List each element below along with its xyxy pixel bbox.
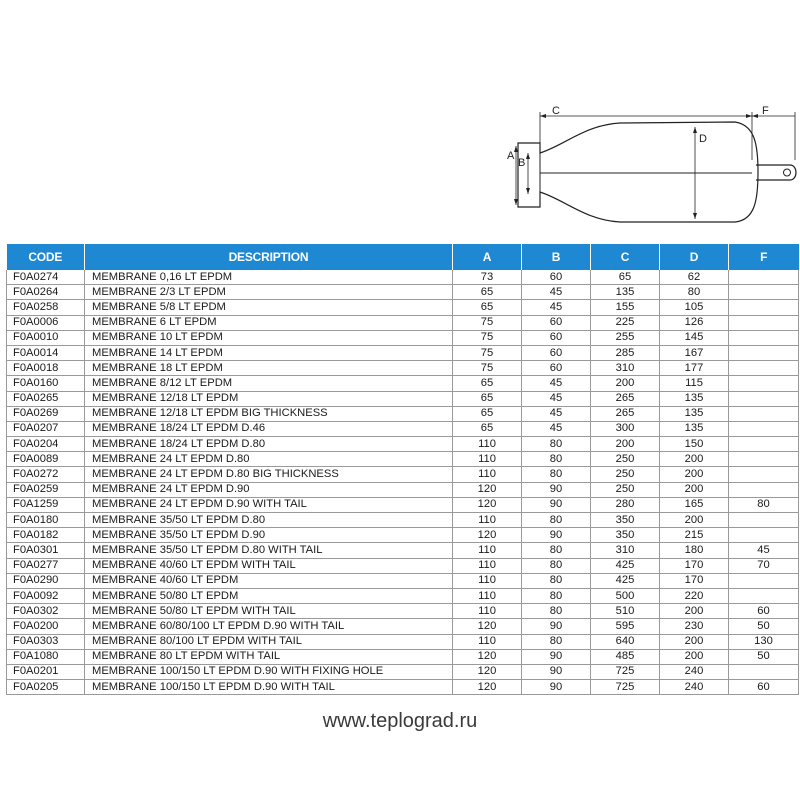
cell-f: 45 [729, 543, 799, 558]
cell-c: 155 [591, 300, 660, 315]
cell-a: 65 [453, 300, 522, 315]
cell-a: 65 [453, 285, 522, 300]
table-row [7, 619, 799, 634]
cell-d: 115 [660, 376, 729, 391]
cell-description: MEMBRANE 10 LT EPDM [85, 330, 453, 345]
cell-b: 90 [522, 649, 591, 664]
table-body [7, 270, 799, 695]
cell-b: 45 [522, 421, 591, 436]
cell-d: 200 [660, 482, 729, 497]
cell-b: 80 [522, 543, 591, 558]
cell-a: 110 [453, 573, 522, 588]
cell-f: 50 [729, 649, 799, 664]
cell-c: 510 [591, 604, 660, 619]
cell-d: 177 [660, 361, 729, 376]
cell-c: 350 [591, 513, 660, 528]
cell-c: 135 [591, 285, 660, 300]
header-description: DESCRIPTION [85, 244, 453, 270]
table-row [7, 406, 799, 421]
cell-description: MEMBRANE 35/50 LT EPDM D.90 [85, 528, 453, 543]
cell-code: F0A0205 [7, 680, 85, 695]
cell-c: 640 [591, 634, 660, 649]
cell-code: F0A0010 [7, 330, 85, 345]
cell-b: 80 [522, 573, 591, 588]
cell-c: 250 [591, 467, 660, 482]
cell-a: 75 [453, 345, 522, 360]
cell-c: 425 [591, 573, 660, 588]
cell-b: 60 [522, 361, 591, 376]
table-row [7, 285, 799, 300]
membrane-spec-table [6, 244, 799, 695]
cell-a: 110 [453, 588, 522, 603]
cell-a: 110 [453, 543, 522, 558]
cell-c: 350 [591, 528, 660, 543]
cell-b: 60 [522, 315, 591, 330]
cell-d: 145 [660, 330, 729, 345]
header-b: B [522, 244, 591, 270]
cell-c: 310 [591, 543, 660, 558]
table-row [7, 649, 799, 664]
cell-c: 725 [591, 664, 660, 679]
cell-d: 200 [660, 649, 729, 664]
table-header-row [7, 244, 799, 270]
table-row [7, 437, 799, 452]
table-row [7, 604, 799, 619]
cell-b: 90 [522, 619, 591, 634]
cell-d: 126 [660, 315, 729, 330]
cell-a: 110 [453, 513, 522, 528]
cell-code: F0A0006 [7, 315, 85, 330]
dim-label-c: C [552, 105, 560, 117]
cell-a: 120 [453, 528, 522, 543]
cell-code: F0A0303 [7, 634, 85, 649]
cell-f: 130 [729, 634, 799, 649]
cell-description: MEMBRANE 6 LT EPDM [85, 315, 453, 330]
cell-description: MEMBRANE 50/80 LT EPDM WITH TAIL [85, 604, 453, 619]
cell-description: MEMBRANE 60/80/100 LT EPDM D.90 WITH TAIL [85, 619, 453, 634]
header-d: D [660, 244, 729, 270]
cell-a: 120 [453, 619, 522, 634]
table-row [7, 588, 799, 603]
cell-b: 80 [522, 513, 591, 528]
cell-a: 65 [453, 391, 522, 406]
cell-code: F0A1080 [7, 649, 85, 664]
cell-f [729, 345, 799, 360]
table-row [7, 513, 799, 528]
cell-b: 90 [522, 497, 591, 512]
cell-b: 80 [522, 437, 591, 452]
cell-a: 110 [453, 558, 522, 573]
cell-description: MEMBRANE 50/80 LT EPDM [85, 588, 453, 603]
table-row [7, 270, 799, 285]
cell-description: MEMBRANE 18 LT EPDM [85, 361, 453, 376]
cell-description: MEMBRANE 8/12 LT EPDM [85, 376, 453, 391]
cell-f [729, 452, 799, 467]
cell-b: 80 [522, 452, 591, 467]
header-a: A [453, 244, 522, 270]
table-row [7, 421, 799, 436]
table-row [7, 376, 799, 391]
cell-c: 280 [591, 497, 660, 512]
cell-code: F0A0200 [7, 619, 85, 634]
cell-code: F0A0018 [7, 361, 85, 376]
cell-code: F0A0272 [7, 467, 85, 482]
cell-description: MEMBRANE 24 LT EPDM D.90 WITH TAIL [85, 497, 453, 512]
cell-b: 60 [522, 270, 591, 285]
cell-b: 45 [522, 406, 591, 421]
header-c: C [591, 244, 660, 270]
cell-c: 310 [591, 361, 660, 376]
cell-code: F0A0092 [7, 588, 85, 603]
cell-a: 120 [453, 482, 522, 497]
cell-b: 90 [522, 528, 591, 543]
cell-code: F0A0207 [7, 421, 85, 436]
cell-description: MEMBRANE 12/18 LT EPDM [85, 391, 453, 406]
dim-label-f: F [762, 105, 769, 117]
cell-f [729, 588, 799, 603]
table-row [7, 558, 799, 573]
cell-a: 75 [453, 315, 522, 330]
cell-description: MEMBRANE 24 LT EPDM D.80 BIG THICKNESS [85, 467, 453, 482]
cell-c: 265 [591, 391, 660, 406]
cell-code: F0A0204 [7, 437, 85, 452]
cell-c: 250 [591, 452, 660, 467]
cell-d: 167 [660, 345, 729, 360]
table-row [7, 528, 799, 543]
cell-d: 180 [660, 543, 729, 558]
table-row [7, 330, 799, 345]
cell-f: 60 [729, 680, 799, 695]
cell-description: MEMBRANE 35/50 LT EPDM D.80 WITH TAIL [85, 543, 453, 558]
cell-f: 80 [729, 497, 799, 512]
cell-d: 135 [660, 391, 729, 406]
cell-d: 200 [660, 452, 729, 467]
membrane-dimension-diagram [505, 100, 800, 230]
cell-a: 65 [453, 406, 522, 421]
cell-c: 200 [591, 376, 660, 391]
website-url: www.teplograd.ru [322, 710, 478, 732]
cell-c: 300 [591, 421, 660, 436]
cell-c: 285 [591, 345, 660, 360]
cell-f: 60 [729, 604, 799, 619]
membrane-drawing [505, 100, 800, 230]
cell-code: F0A0265 [7, 391, 85, 406]
cell-d: 240 [660, 664, 729, 679]
cell-d: 105 [660, 300, 729, 315]
cell-code: F0A1259 [7, 497, 85, 512]
table-row [7, 664, 799, 679]
cell-c: 225 [591, 315, 660, 330]
cell-a: 65 [453, 376, 522, 391]
cell-f [729, 330, 799, 345]
cell-c: 255 [591, 330, 660, 345]
cell-d: 200 [660, 467, 729, 482]
cell-code: F0A0089 [7, 452, 85, 467]
cell-description: MEMBRANE 12/18 LT EPDM BIG THICKNESS [85, 406, 453, 421]
cell-d: 135 [660, 421, 729, 436]
cell-b: 80 [522, 634, 591, 649]
table-row [7, 345, 799, 360]
cell-f [729, 513, 799, 528]
cell-code: F0A0259 [7, 482, 85, 497]
cell-d: 62 [660, 270, 729, 285]
cell-code: F0A0290 [7, 573, 85, 588]
cell-d: 135 [660, 406, 729, 421]
table-row [7, 497, 799, 512]
cell-c: 595 [591, 619, 660, 634]
cell-f [729, 528, 799, 543]
cell-f [729, 315, 799, 330]
cell-description: MEMBRANE 100/150 LT EPDM D.90 WITH FIXING HOLE [85, 664, 453, 679]
cell-description: MEMBRANE 0,16 LT EPDM [85, 270, 453, 285]
cell-code: F0A0277 [7, 558, 85, 573]
cell-a: 110 [453, 467, 522, 482]
cell-f [729, 482, 799, 497]
tail-hole [784, 169, 791, 176]
cell-a: 120 [453, 497, 522, 512]
cell-f [729, 391, 799, 406]
cell-d: 200 [660, 513, 729, 528]
cell-code: F0A0258 [7, 300, 85, 315]
header-code: CODE [7, 244, 85, 270]
cell-d: 150 [660, 437, 729, 452]
cell-d: 200 [660, 604, 729, 619]
cell-f [729, 376, 799, 391]
cell-b: 60 [522, 330, 591, 345]
cell-description: MEMBRANE 80/100 LT EPDM WITH TAIL [85, 634, 453, 649]
cell-f [729, 270, 799, 285]
cell-a: 110 [453, 604, 522, 619]
cell-c: 500 [591, 588, 660, 603]
cell-b: 80 [522, 467, 591, 482]
dim-label-d: D [699, 133, 707, 145]
cell-c: 425 [591, 558, 660, 573]
cell-a: 120 [453, 680, 522, 695]
cell-a: 120 [453, 664, 522, 679]
table-row [7, 315, 799, 330]
cell-a: 110 [453, 634, 522, 649]
cell-c: 65 [591, 270, 660, 285]
membrane-outline [518, 122, 758, 222]
cell-d: 200 [660, 634, 729, 649]
cell-c: 250 [591, 482, 660, 497]
table-row [7, 634, 799, 649]
cell-c: 485 [591, 649, 660, 664]
header-f: F [729, 244, 799, 270]
cell-a: 75 [453, 361, 522, 376]
cell-b: 45 [522, 300, 591, 315]
dim-label-a: A [507, 150, 515, 162]
cell-d: 215 [660, 528, 729, 543]
cell-b: 80 [522, 558, 591, 573]
table-row [7, 300, 799, 315]
cell-code: F0A0014 [7, 345, 85, 360]
cell-b: 45 [522, 391, 591, 406]
cell-a: 73 [453, 270, 522, 285]
cell-code: F0A0264 [7, 285, 85, 300]
cell-f: 70 [729, 558, 799, 573]
table-row [7, 482, 799, 497]
table-row [7, 573, 799, 588]
cell-a: 110 [453, 452, 522, 467]
cell-a: 75 [453, 330, 522, 345]
cell-code: F0A0182 [7, 528, 85, 543]
cell-code: F0A0201 [7, 664, 85, 679]
cell-f [729, 300, 799, 315]
cell-a: 110 [453, 437, 522, 452]
cell-f [729, 437, 799, 452]
cell-f [729, 361, 799, 376]
cell-description: MEMBRANE 40/60 LT EPDM WITH TAIL [85, 558, 453, 573]
cell-d: 240 [660, 680, 729, 695]
cell-description: MEMBRANE 5/8 LT EPDM [85, 300, 453, 315]
cell-f [729, 406, 799, 421]
cell-c: 200 [591, 437, 660, 452]
cell-description: MEMBRANE 14 LT EPDM [85, 345, 453, 360]
cell-description: MEMBRANE 24 LT EPDM D.90 [85, 482, 453, 497]
table-row [7, 680, 799, 695]
cell-code: F0A0302 [7, 604, 85, 619]
cell-d: 170 [660, 573, 729, 588]
cell-description: MEMBRANE 100/150 LT EPDM D.90 WITH TAIL [85, 680, 453, 695]
cell-b: 60 [522, 345, 591, 360]
cell-code: F0A0269 [7, 406, 85, 421]
cell-b: 90 [522, 482, 591, 497]
table-row [7, 361, 799, 376]
cell-f [729, 467, 799, 482]
cell-description: MEMBRANE 24 LT EPDM D.80 [85, 452, 453, 467]
cell-d: 170 [660, 558, 729, 573]
cell-f [729, 421, 799, 436]
cell-description: MEMBRANE 2/3 LT EPDM [85, 285, 453, 300]
table-row [7, 452, 799, 467]
table-row [7, 467, 799, 482]
cell-code: F0A0160 [7, 376, 85, 391]
cell-b: 80 [522, 588, 591, 603]
cell-d: 165 [660, 497, 729, 512]
cell-code: F0A0274 [7, 270, 85, 285]
cell-code: F0A0301 [7, 543, 85, 558]
cell-b: 80 [522, 604, 591, 619]
cell-d: 80 [660, 285, 729, 300]
cell-d: 230 [660, 619, 729, 634]
cell-code: F0A0180 [7, 513, 85, 528]
cell-b: 90 [522, 680, 591, 695]
cell-description: MEMBRANE 40/60 LT EPDM [85, 573, 453, 588]
cell-d: 220 [660, 588, 729, 603]
cell-a: 65 [453, 421, 522, 436]
table-row [7, 543, 799, 558]
cell-c: 265 [591, 406, 660, 421]
cell-b: 90 [522, 664, 591, 679]
cell-description: MEMBRANE 18/24 LT EPDM D.80 [85, 437, 453, 452]
table-row [7, 391, 799, 406]
cell-f [729, 664, 799, 679]
cell-f [729, 573, 799, 588]
cell-description: MEMBRANE 18/24 LT EPDM D.46 [85, 421, 453, 436]
cell-f: 50 [729, 619, 799, 634]
cell-f [729, 285, 799, 300]
cell-description: MEMBRANE 80 LT EPDM WITH TAIL [85, 649, 453, 664]
cell-c: 725 [591, 680, 660, 695]
cell-a: 120 [453, 649, 522, 664]
cell-b: 45 [522, 376, 591, 391]
dim-label-b: B [518, 157, 526, 169]
cell-description: MEMBRANE 35/50 LT EPDM D.80 [85, 513, 453, 528]
cell-b: 45 [522, 285, 591, 300]
